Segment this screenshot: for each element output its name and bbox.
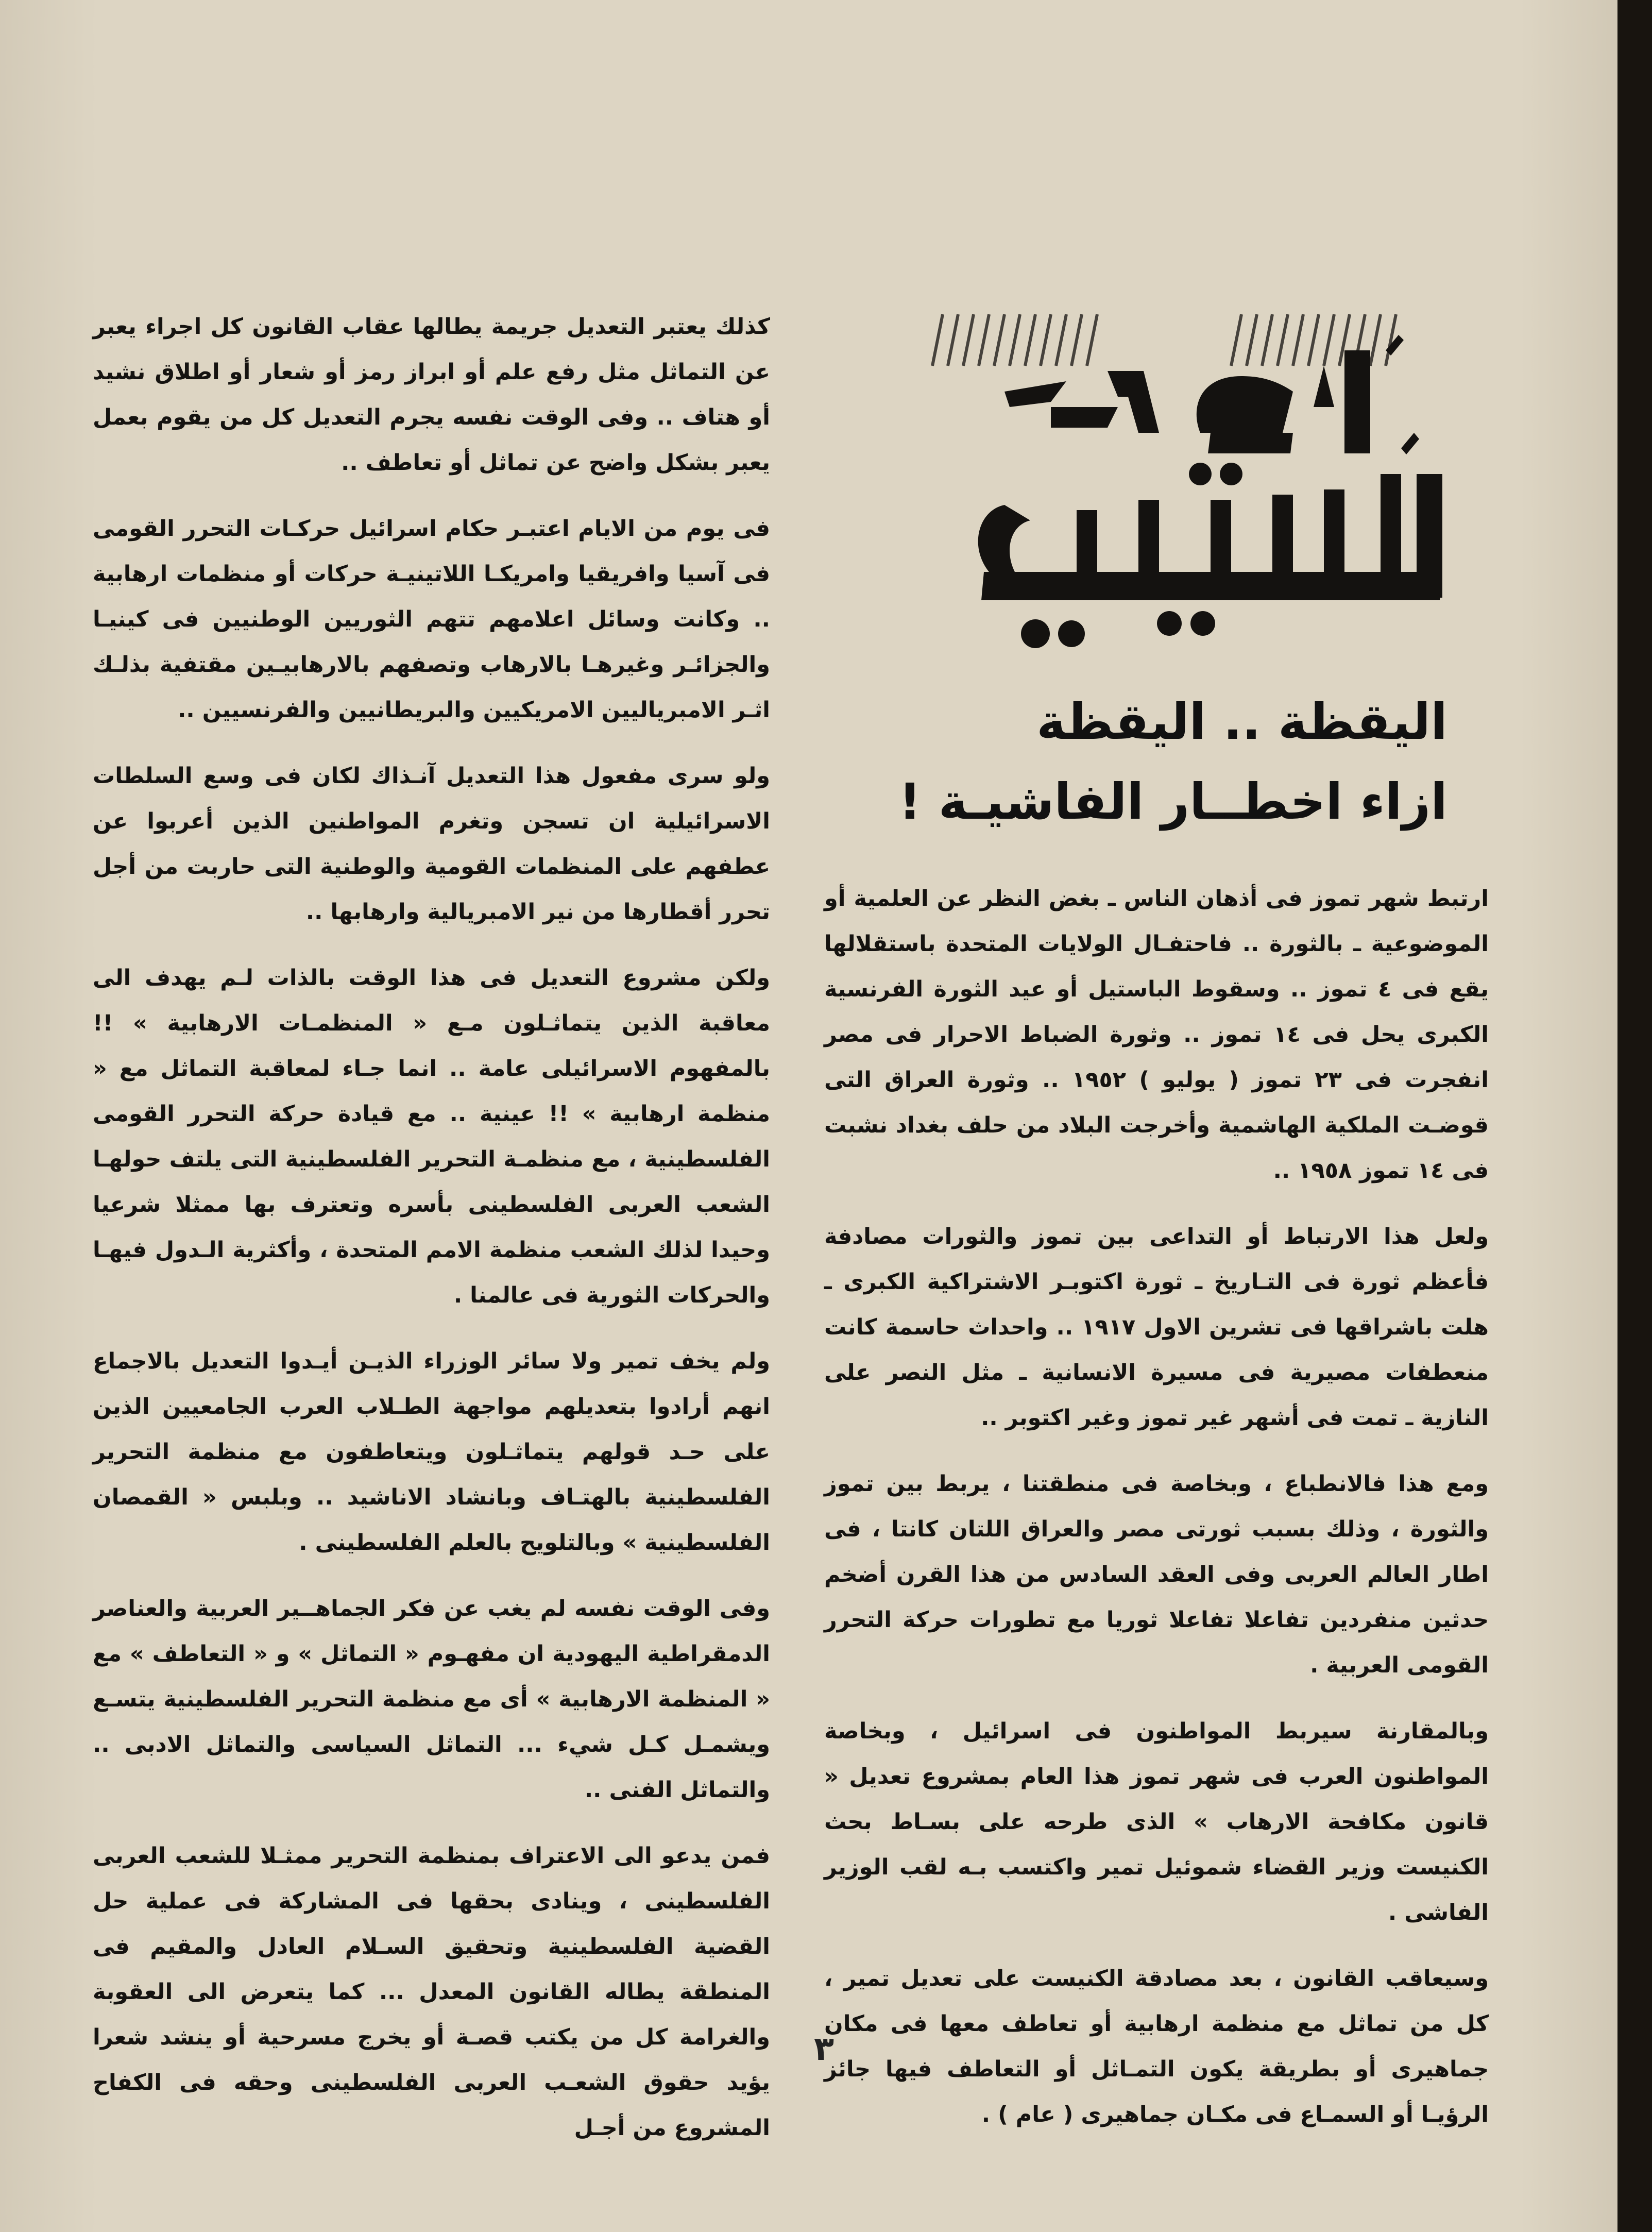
headline-line-1: اليقظة .. اليقظة xyxy=(1036,693,1447,751)
article-column-left xyxy=(93,304,770,2171)
scan-edge xyxy=(1617,0,1652,2232)
calligraphy-logo-icon xyxy=(922,304,1463,675)
paragraph: ولكن مشروع التعديل فى هذا الوقت بالذات لـم يهدف الى معاقبة الذين يتماثـلون مـع « المنظمـات الارهابية » !! بالمفهوم الاسرائيلى عامة .. انما جـاء لمعاقبة التماثل مع « منظمة ارهابية » !! عينية .. مع قيادة حركة التحرر القومى الفلسطينية ، مع منظمـة التحرير الفلسطينية التى يلتف حولهـا الشعب العربى الفلسطينى بأسره وتعترف بها ممثلا شرعيا وحيدا لذلك الشعب منظمة الامم المتحدة ، وأكثرية الـدول فيهـا والحركات الثورية فى عالمنا . xyxy=(93,965,770,1308)
paragraph: وفى الوقت نفسه لم يغب عن فكر الجماهــير العربية والعناصر الدمقراطية اليهودية ان مفهـوم « التماثل » و « التعاطف » مع « المنظمة الارهابية » أى مع منظمة التحرير الفلسطينية يتسـع ويشمـل كـل شيء ... التماثل السياسى والتماثل الادبى .. والتماثل الفنى .. xyxy=(93,1596,770,1803)
paragraph: ارتبط شهر تموز فى أذهان الناس ـ بغض النظر عن العلمية أو الموضوعية ـ بالثورة .. فاحتفـال الولايات المتحدة باستقلالها يقع فى ٤ تموز .. وسقوط الباستيل أو عيد الثورة الفرنسية الكبرى يحل فى ١٤ تموز .. وثورة الضباط الاحرار فى مصر انفجرت فى ٢٣ تموز ( يوليو ) ١٩٥٢ .. وثورة العراق التى قوضـت الملكية الهاشمية وأخرجت البلاد من حلف بغداد نشبت فى ١٤ تموز ١٩٥٨ .. xyxy=(824,886,1489,1183)
paragraph: كذلك يعتبر التعديل جريمة يطالها عقاب القانون كل اجراء يعبر عن التماثل مثل رفع علم أو ابراز رمز أو شعار أو اطلاق نشيد أو هتاف .. وفى الوقت نفسه يجرم التعديل كل من يقوم بعمل يعبر بشكل واضح عن تماثل أو تعاطف .. xyxy=(93,314,770,476)
paragraph: وسيعاقب القانون ، بعد مصادقة الكنيست على تعديل تمير ، كل من تماثل مع منظمة ارهابية أو تعاطف معها فى مكان جماهيرى أو بطريقة يكون التمـاثل أو التعاطف فيها جائز الرؤيـا أو السمـاع فى مكـان جماهيرى ( عام ) . xyxy=(824,1966,1489,2127)
article-column-right xyxy=(824,876,1489,2158)
paragraph: ومع هذا فالانطباع ، وبخاصة فى منطقتنا ، يربط بين تموز والثورة ، وذلك بسبب ثورتى مصر والعراق اللتان كانتا ، فى اطار العالم العربى وفى العقد السادس من هذا القرن أضخم حدثين منفردين تفاعلا تفاعلا ثوريا مع تطورات حركة التحرر القومى العربية . xyxy=(824,1471,1489,1678)
paragraph: ولم يخف تمير ولا سائر الوزراء الذيـن أيـدوا التعديل بالاجماع انهم أرادوا بتعديلهم مواجهة الطـلاب العرب الجامعيين الذين على حـد قولهم يتماثـلون ويتعاطفون مع منظمة التحرير الفلسطينية بالهتـاف وبانشاد الاناشيد .. وبلبس « القمصان الفلسطينية » وبالتلويح بالعلم الفلسطينى . xyxy=(93,1348,770,1555)
headline-line-2: ازاء اخطــار الفاشيـة ! xyxy=(898,773,1447,831)
paragraph: وبالمقارنة سيربط المواطنون فى اسرائيل ، وبخاصة المواطنون العرب فى شهر تموز هذا العام بمشروع تعديل « قانون مكافحة الارهاب » الذى طرحه على بسـاط بحث الكنيست وزير القضاء شموئيل تمير واكتسب بـه لقب الوزير الفاشى . xyxy=(824,1718,1489,1925)
paragraph: ولو سرى مفعول هذا التعديل آنـذاك لكان فى وسع السلطات الاسرائيلية ان تسجن وتغرم المواطنين الذين أعربوا عن عطفهم على المنظمات القومية والوطنية التى حاربت من أجل تحرر أقطارها من نير الامبريالية وارهابها .. xyxy=(93,763,770,925)
paragraph: فمن يدعو الى الاعتراف بمنظمة التحرير ممثـلا للشعب العربى الفلسطينى ، وينادى بحقها فى المشاركة فى عملية حل القضية الفلسطينية وتحقيق السـلام العادل والمقيم فى المنطقة يطاله القانون المعدل ... كما يتعرض الى العقوبة والغرامة كل من يكتب قصـة أو يخرج مسرحية أو ينشد شعرا يؤيد حقوق الشعـب العربى الفلسطينى وحقه فى الكفاح المشروع من أجـل xyxy=(93,1843,770,2141)
masthead-logo xyxy=(922,304,1463,675)
paragraph: ولعل هذا الارتباط أو التداعى بين تموز والثورات مصادفة فأعظم ثورة فى التـاريخ ـ ثورة اكتوبـر الاشتراكية الكبرى ـ هلت باشراقها فى تشرين الاول ١٩١٧ .. واحداث حاسمة كانت منعطفات مصيرية فى مسيرة الانسانية ـ مثل النصر على النازية ـ تمت فى أشهر غير تموز وغير اكتوبر .. xyxy=(824,1224,1489,1431)
page-number: ٣ xyxy=(814,2030,834,2068)
paragraph: فى يوم من الايام اعتبـر حكام اسرائيل حركـات التحرر القومى فى آسيا وافريقيا وامريكـا اللاتينيـة حركات أو منظمات ارهابية .. وكانت وسائل اعلامهم تتهم الثوريين الوطنيين فى كينيـا والجزائـر وغيرهـا بالارهاب وتصفهم بالارهابيـين مقتفية بذلـك اثـر الامبرياليين الامريكيين والبريطانيين والفرنسيين .. xyxy=(93,516,770,723)
